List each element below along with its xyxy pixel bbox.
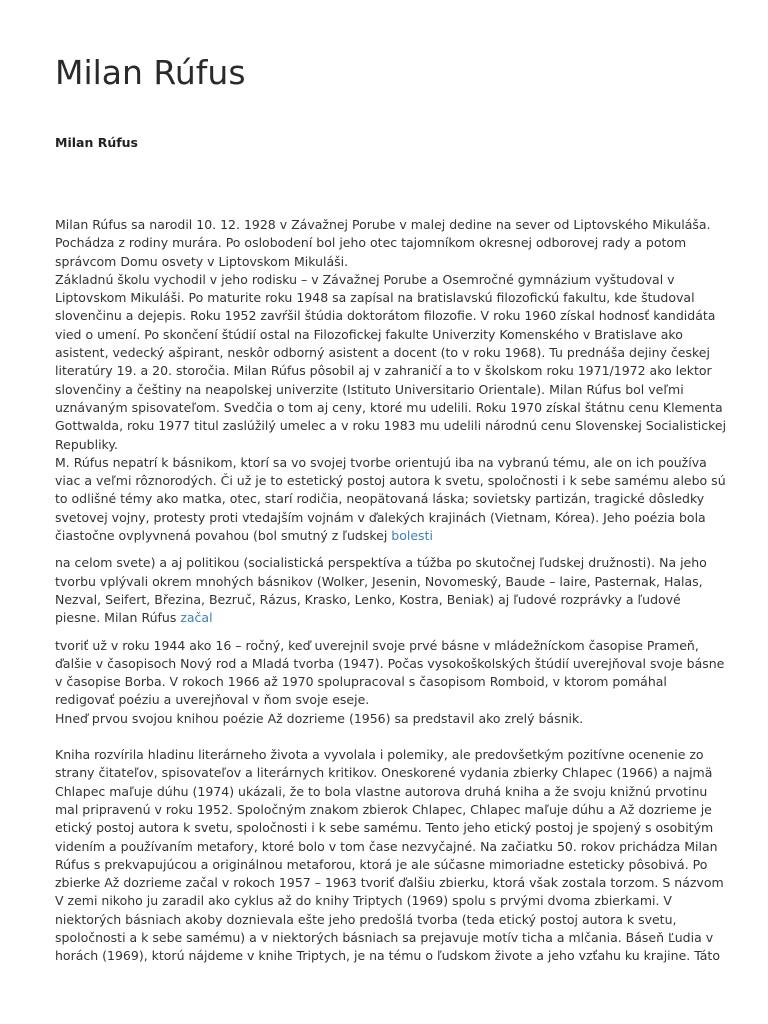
article-body [55,216,728,966]
paragraph-first-book: Hneď prvou svojou knihou poézie Až dozrieme (1956) sa predstavil ako zrelý básnik. [55,710,584,726]
paragraph-influences [55,554,728,627]
paragraph-education: Základnú školu vychodil v jeho rodisku – v Závažnej Porube a Osemročné gymnázium vyštudoval v Liptovskom Mikuláši. Po maturite roku 1948 sa zapísal na bratislavskú filozofickú fakultu, kde študoval slovenčinu a dejepis. Roku 1952 zavŕšil štúdia doktorátom filozofie. V roku 1960 získal hodnosť kandidáta vied o umení. Po skončení štúdií ostal na Filozofickej fakulte Univerzity Komenského v Bratislave ako asistent, vedecký ašpirant, neskôr odborný asistent a docent (to v roku 1968). Tu prednáša dejiny českej literatúry 19. a 20. storočia. Milan Rúfus pôsobil aj v zahraničí a to v školskom roku 1971/1972 ako lektor slovenčiny a češtiny na neapolskej univerzite (Istituto Universitario Orientale). Milan Rúfus bol veľmi uznávaným spisovateľom. Svedčia o tom aj ceny, ktoré mu udelili. Roku 1970 získal štátnu cenu Klementa Gottwalda, roku 1977 titul zaslúžilý umelec a v roku 1983 mu udelili národnú cenu Slovenskej Socialistickej Republiky. [55,271,727,452]
page-title: Milan Rúfus [55,53,246,92]
paragraph-first-poems: tvoriť už v roku 1944 ako 16 – ročný, keď uverejnil svoje prvé básne v mládežníckom časopise Prameň, ďalšie v časopisoch Nový rod a Mladá tvorba (1947). Počas vysokoškolských štúdií uverejňoval svoje básne v časopise Borba. V rokoch 1966 až 1970 spolupracoval s časopisom Romboid, v ktorom pomáhal redigovať poéziu a uverejňoval v ňom svoje eseje. [55,637,725,708]
link-bolesti[interactable]: bolesti [391,528,433,544]
paragraph-influences-text: na celom svete) a aj politikou (socialistická perspektíva a túžba po skutočnej ľudskej družnosti). Na jeho tvorbu vplývali okrem mnohých básnikov (Wolker, Jesenin, Novomeský, Baude – laire, Pasternak, Halas, Nezval, Seifert, Březina, Bezruč, Rázus, Krasko, Lenko, Kostra, Beniak) aj ľudové rozprávky a ľudové piesne. Milan Rúfus [55,555,707,626]
paragraph-birth: Milan Rúfus sa narodil 10. 12. 1928 v Závažnej Porube v malej dedine na sever od Liptovského Mikuláša. Pochádza z rodiny murára. Po oslobodení bol jeho otec tajomníkom okresnej odborovej rady a potom správcom Domu osvety v Liptovskom Mikuláši. [55,217,711,269]
author-subtitle: Milan Rúfus [55,135,138,150]
paragraph-reception: Kniha rozvírila hladinu literárneho života a vyvolala i polemiky, ale predovšetkým pozitívne ocenenie zo strany čitateľov, spisovateľov a literárnych kritikov. Oneskorené vydania zbierky Chlapec (1966) a najmä Chlapec maľuje dúhu (1974) ukázali, že to bola vlastne autorova druhá kniha a že svoju knižnú prvotinu mal pripravenú v roku 1952. Spoločným znakom zbierok Chlapec, Chlapec maľuje dúhu a Až dozrieme je etický postoj autora k svetu, spoločnosti i k sebe samému. Tento jeho etický postoj je spojený s osobitým videním a používaním metafory, ktoré bolo v tom čase nezvyčajné. Na začiatku 50. rokov prichádza Milan Rúfus s prekvapujúcou a originálnou metaforou, ktorá je ale súčasne mimoriadne esteticky pôsobivá. Po zbierke Až dozrieme začal v rokoch 1957 – 1963 tvoriť ďalšiu zbierku, ktorá však zostala torzom. S názvom V zemi nikoho ju zaradil ako cyklus až do knihy Triptych (1969) spolu s prvými dvoma zbierkami. V niektorých básniach akoby doznievala ešte jeho predošlá tvorba (teda etický postoj autora k svetu, spoločnosti a k sebe samému) a v niektorých básniach sa prejavuje motív ticha a mlčania. Báseň Ľudia v horách (1969), ktorú nájdeme v knihe Triptych, je na tému o ľudskom živote a jeho vzťahu ku krajine. Táto [55,747,724,964]
link-zacal[interactable]: začal [180,610,213,626]
paragraph-themes-text: M. Rúfus nepatrí k básnikom, ktorí sa vo svojej tvorbe orientujú iba na vybranú tému, ale on ich používa viac a veľmi rôznorodých. Či už je to estetický postoj autora k svetu, spoločnosti i k sebe samému alebo sú to odlišné témy ako matka, otec, starí rodičia, neopätovaná láska; sovietsky partizán, tragické dôsledky svetovej vojny, protesty proti vtedajším vojnám v ďalekých krajinách (Vietnam, Kórea). Jeho poézia bola čiastočne ovplyvnená povahou (bol smutný z ľudskej [55,454,726,544]
paragraph-themes [55,454,728,545]
